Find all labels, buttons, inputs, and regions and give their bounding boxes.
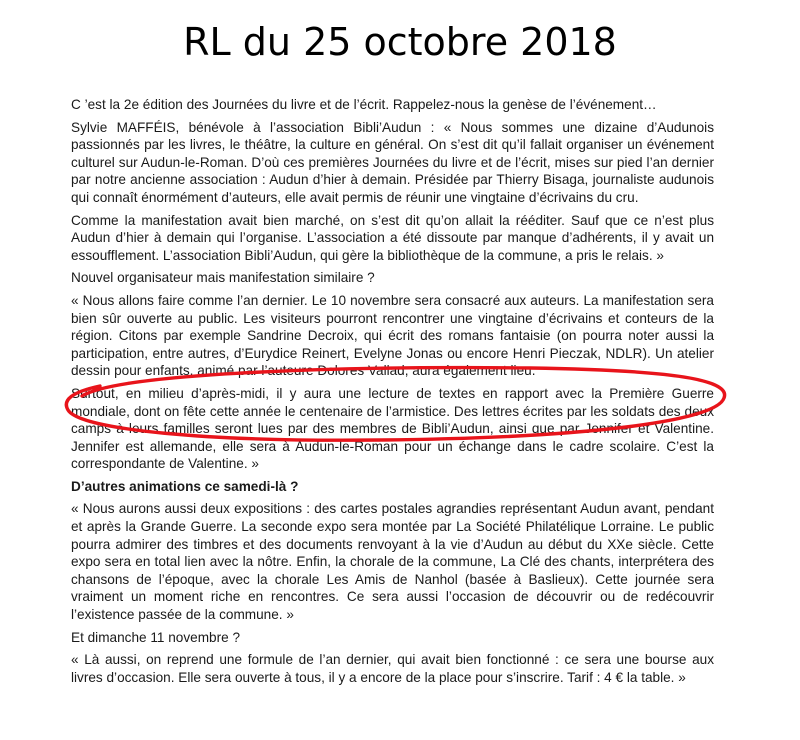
answer-paragraph: Comme la manifestation avait bien marché, on s’est dit qu’on allait la rééditer. Sauf que ce n’est plus Audun d’hier à demain qui l’organise. L’association a été dissoute par manque d’adhérents, il y avait un essoufflement. L’association Bibli’Audun, qui gère la bibliothèque de la commune, a pris le relais. » [71, 212, 714, 263]
question-paragraph: Nouvel organisateur mais manifestation similaire ? [71, 270, 375, 286]
answer-paragraph: « Nous allons faire comme l’an dernier. Le 10 novembre sera consacré aux auteurs. La manifestation sera bien sûr ouverte au public. Les visiteurs pourront rencontrer une vingtaine d’écrivains et conteurs de la région. Citons par exemple Sandrine Decroix, qui écrit des romans fantaisie (on pourra noter aussi la participation, entre autres, d’Eurydice Reinert, Evelyne Jonas ou encore Henri Pieczak, NDLR). Un atelier dessin pour enfants, animé par l’auteure Dolores Vallad, aura également lieu. [71, 292, 714, 379]
answer-paragraph: « Là aussi, on reprend une formule de l’an dernier, qui avait bien fonctionné : ce sera une bourse aux livres d’occasion. Elle sera ouverte à tous, il y a encore de la place pour s’inscrire. Tarif : 4 € la table. » [71, 652, 714, 685]
article-body [71, 96, 714, 691]
intro-question: C ’est la 2e édition des Journées du livre et de l’écrit. Rappelez-nous la genèse de l’événement… [71, 97, 657, 112]
answer-paragraph: Sylvie MAFFÉIS, bénévole à l’association Bibli’Audun : « Nous sommes une dizaine d’Audunois passionnés par les livres, le théâtre, la culture en général. On s’est dit qu’il fallait organiser un événement culturel sur Audun-le-Roman. D’où ces premières Journées du livre et de l’écrit, mises sur pied l’an dernier par notre ancienne association : Audun d’hier à demain. Présidée par Thierry Bisaga, journaliste audunois qui connaît énormément d’auteurs, elle avait permis de réunir une vingtaine d’écrivains du cru. [71, 119, 714, 205]
answer-paragraph: Surtout, en milieu d’après-midi, il y aura une lecture de textes en rapport avec la Première Guerre mondiale, dont on fête cette année le centenaire de l’armistice. Des lettres écrites par les soldats des deux camps à leurs familles seront lues par des membres de Bibli’Audun, ainsi que par Jennifer et Valentine. Jennifer est allemande, elle sera à Audun-le-Roman pour un échange dans le cadre scolaire. C’est la correspondante de Valentine. » [71, 385, 714, 472]
question-paragraph-bold: D’autres animations ce samedi-là ? [71, 478, 299, 494]
question-paragraph: Et dimanche 11 novembre ? [71, 629, 241, 645]
answer-paragraph: « Nous aurons aussi deux expositions : des cartes postales agrandies représentant Audun avant, pendant et après la Grande Guerre. La seconde expo sera montée par La Société Philatélique Lorraine. Le public pourra admirer des timbres et des documents renvoyant à la vie d’Audun au début du XXe siècle. Cette expo sera en total lien avec la nôtre. Enfin, la chorale de la commune, La Clé des chants, interprétera des chansons de l’époque, avec la chorale Les Amis de Nanhol (basée à Baslieux). Cette journée sera vraiment un moment riche en rencontres. Ce sera aussi l’occasion de découvrir ou de redécouvrir l’existence passée de la commune. » [71, 501, 714, 623]
page-title: RL du 25 octobre 2018 [183, 20, 617, 64]
